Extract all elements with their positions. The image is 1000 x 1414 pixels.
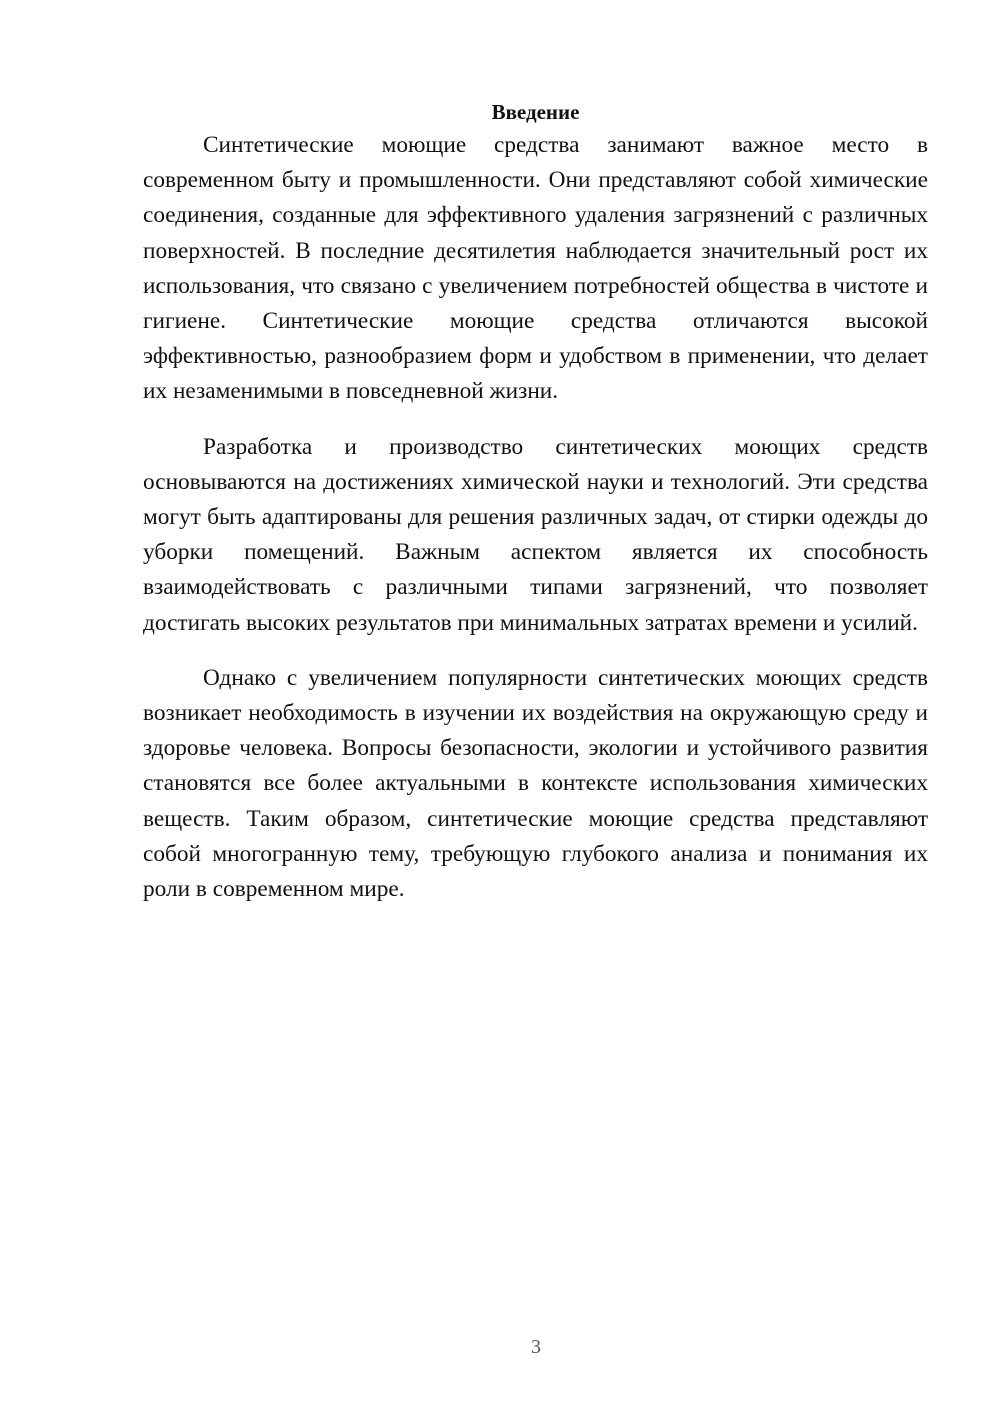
section-heading: Введение xyxy=(491,100,580,124)
paragraph-development: Разработка и производство синтетических моющих средств основываются на достижениях химической науки и технологий. Эти средства могут быть адаптированы для решения различных задач, от стирки одежды до уборки помещений. Важным аспектом является их способность взаимодействовать с различными типами загрязнений, что позволяет достигать высоких результатов при минимальных затратах времени и усилий. xyxy=(143,433,928,636)
document-body xyxy=(143,96,928,907)
paragraph-environment: Однако с увеличением популярности синтетических моющих средств возникает необходимость в изучении их воздействия на окружающую среду и здоровье человека. Вопросы безопасности, экологии и устойчивого развития становятся все более актуальными в контексте использования химических веществ. Таким образом, синтетические моющие средства представляют собой многогранную тему, требующую глубокого анализа и понимания их роли в современном мире. xyxy=(143,664,928,903)
page-number: 3 xyxy=(531,1336,541,1358)
paragraph-introduction: Синтетические моющие средства занимают важное место в современном быту и промышленности. Они представляют собой химические соединения, созданные для эффективного удаления загрязнений с различных поверхностей. В последние десятилетия наблюдается значительный рост их использования, что связано с увеличением потребностей общества в чистоте и гигиене. Синтетические моющие средства отличаются высокой эффективностью, разнообразием форм и удобством в применении, что делает их незаменимыми в повседневной жизни. xyxy=(143,132,928,405)
